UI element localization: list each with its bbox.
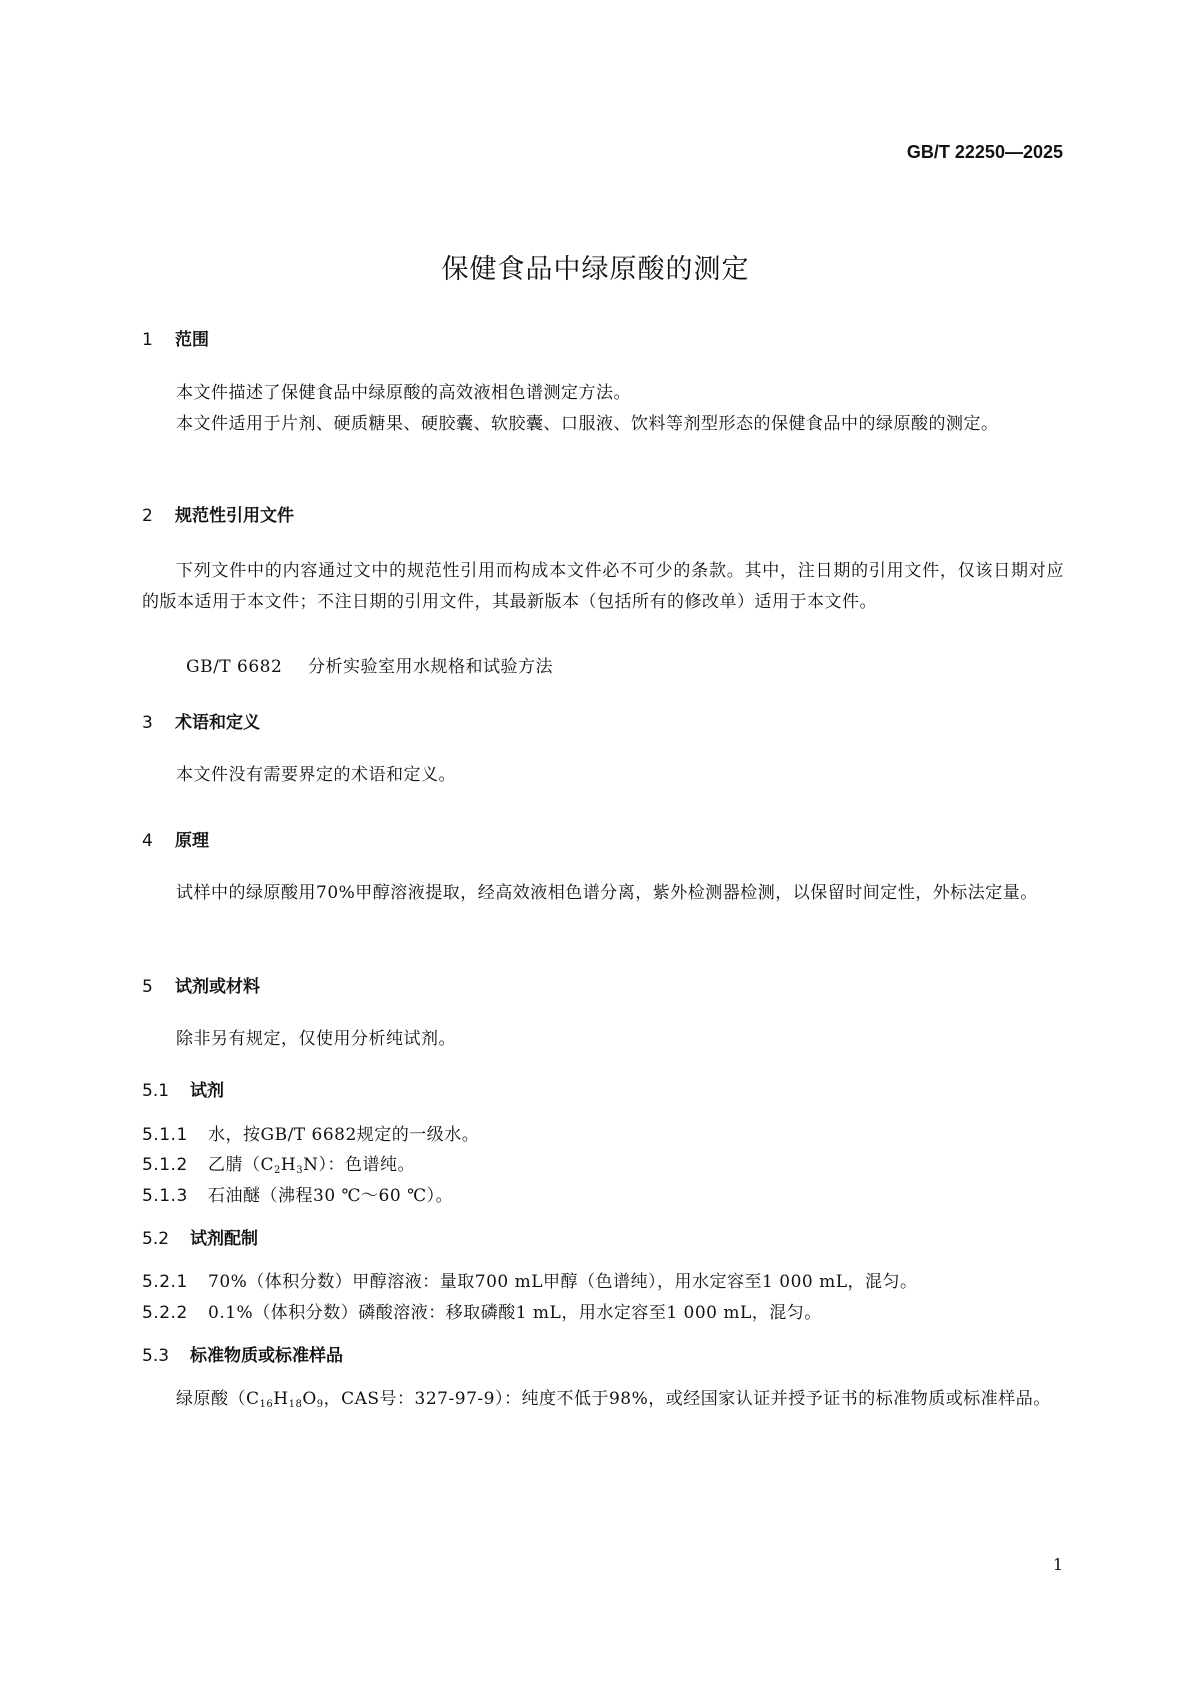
section-1-paragraph-2: 本文件适用于片剂、硬质糖果、硬胶囊、软胶囊、口服液、饮料等剂型形态的保健食品中的绿原酸的测定。 <box>176 414 999 434</box>
section-number: 1 <box>142 330 153 350</box>
section-title: 试剂配制 <box>190 1229 258 1249</box>
item-5-2-1 <box>142 1267 918 1292</box>
reference-title: 分析实验室用水规格和试验方法 <box>308 657 553 677</box>
item-5-1-2 <box>142 1150 415 1176</box>
section-2-paragraph-1: 下列文件中的内容通过文中的规范性引用而构成本文件必不可少的条款。其中，注日期的引用文件，仅该日期对应的版本适用于本文件；不注日期的引用文件，其最新版本（包括所有的修改单）适用于本文件。 <box>142 561 1064 612</box>
section-3-paragraph-1: 本文件没有需要界定的术语和定义。 <box>176 765 456 785</box>
section-number: 5 <box>142 977 153 997</box>
section-title: 范围 <box>175 330 209 350</box>
section-title: 规范性引用文件 <box>175 506 294 526</box>
section-5-3-paragraph: 绿原酸（$C_{16}H_{18}O_9$，CAS号：327-97-9）：纯度不低于98%，或经国家认证并授予证书的标准物质或标准样品。 <box>176 1389 1051 1410</box>
item-number: 5.1.2 <box>142 1155 188 1175</box>
section-5-1-heading <box>142 1076 224 1101</box>
section-number: 5.1 <box>142 1081 170 1101</box>
section-1-paragraph-1: 本文件描述了保健食品中绿原酸的高效液相色谱测定方法。 <box>176 383 631 403</box>
section-2-heading <box>142 501 294 526</box>
section-number: 2 <box>142 506 153 526</box>
standard-code: GB/T 22250—2025 <box>906 142 1063 162</box>
item-text: 乙腈$(C_2H_3N)$：色谱纯。 <box>208 1155 415 1176</box>
item-text: 石油醚（沸程30 ℃～60 ℃）。 <box>208 1186 454 1206</box>
item-text: 0.1%（体积分数）磷酸溶液：移取磷酸1 mL，用水定容至1 000 mL，混匀。 <box>208 1303 822 1323</box>
item-number: 5.1.1 <box>142 1125 188 1145</box>
item-text: 70%（体积分数）甲醇溶液：量取700 mL甲醇（色谱纯），用水定容至1 000 mL，混匀。 <box>208 1272 918 1292</box>
page-number: 1 <box>1052 1555 1063 1574</box>
item-5-2-2 <box>142 1298 822 1323</box>
reference-code: GB/T 6682 <box>186 657 283 677</box>
section-5-paragraph-1: 除非另有规定，仅使用分析纯试剂。 <box>176 1029 456 1049</box>
normative-reference <box>186 652 553 677</box>
section-5-3-heading <box>142 1341 343 1366</box>
section-title: 试剂 <box>190 1081 224 1101</box>
section-5-heading <box>142 972 260 997</box>
section-number: 5.3 <box>142 1346 170 1366</box>
item-number: 5.2.2 <box>142 1303 188 1323</box>
section-4-paragraph-1: 试样中的绿原酸用70%甲醇溶液提取，经高效液相色谱分离，紫外检测器检测，以保留时间定性，外标法定量。 <box>176 883 1038 903</box>
item-5-1-1 <box>142 1120 479 1145</box>
item-number: 5.1.3 <box>142 1186 188 1206</box>
section-number: 3 <box>142 713 153 733</box>
document-title: 保健食品中绿原酸的测定 <box>441 254 750 285</box>
item-5-1-3 <box>142 1181 453 1206</box>
item-text: 水，按GB/T 6682规定的一级水。 <box>208 1125 480 1145</box>
section-5-2-heading <box>142 1224 258 1249</box>
section-number: 4 <box>142 831 153 851</box>
section-title: 试剂或材料 <box>175 977 260 997</box>
section-title: 原理 <box>175 831 209 851</box>
section-4-heading <box>142 826 209 851</box>
section-number: 5.2 <box>142 1229 170 1249</box>
section-title: 标准物质或标准样品 <box>190 1346 343 1366</box>
item-number: 5.2.1 <box>142 1272 188 1292</box>
section-1-heading <box>142 325 209 350</box>
section-title: 术语和定义 <box>175 713 260 733</box>
section-3-heading <box>142 708 260 733</box>
